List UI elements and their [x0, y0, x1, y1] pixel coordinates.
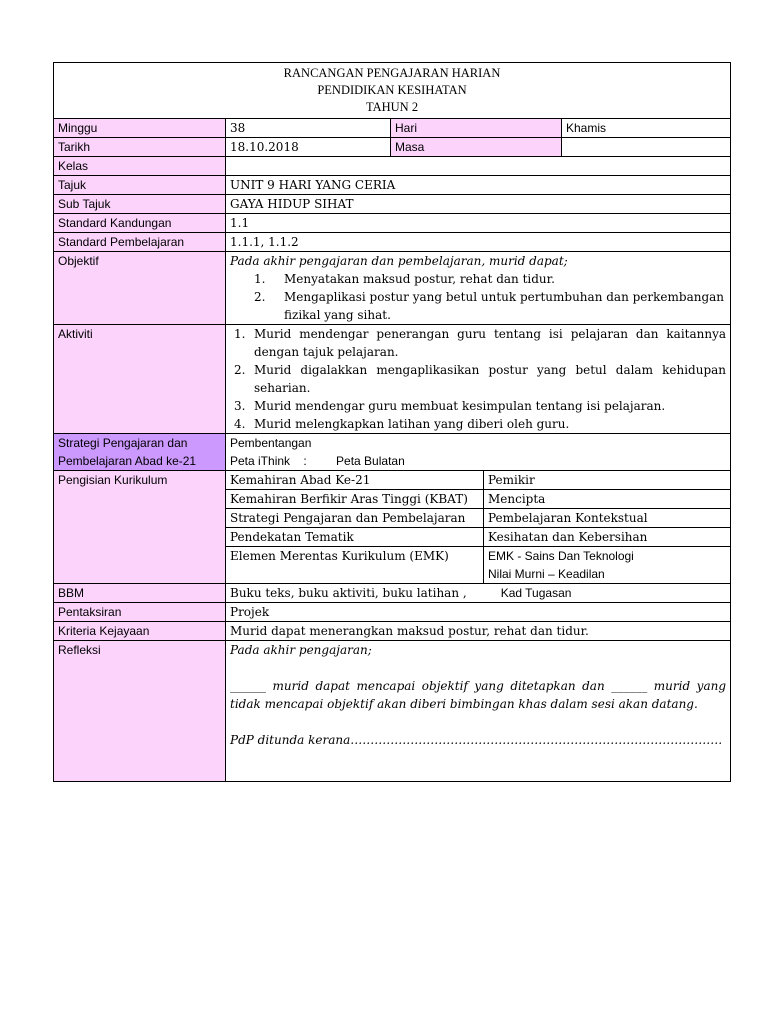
refleksi-line1: Pada akhir pengajaran;	[230, 643, 372, 657]
header-year: TAHUN 2	[365, 100, 419, 114]
pengisian-key: Kemahiran Berfikir Aras Tinggi (KBAT)	[226, 490, 484, 509]
objektif-content	[226, 252, 731, 325]
refleksi-content	[226, 641, 731, 782]
list-item: 3. Murid mendengar guru membuat kesimpulan tentang isi pelajaran.	[234, 399, 666, 413]
lesson-plan-document	[53, 62, 730, 782]
kriteria-value: Murid dapat menerangkan maksud postur, rehat dan tidur.	[226, 622, 731, 641]
bbm-value: Buku teks, buku aktiviti, buku latihan , Kad Tugasan	[226, 584, 731, 603]
masa-label: Masa	[391, 138, 562, 157]
pentaksiran-value: Projek	[226, 603, 731, 622]
minggu-label: Minggu	[54, 119, 226, 138]
hari-value: Khamis	[562, 119, 731, 138]
pengisian-key: Pendekatan Tematik	[226, 528, 484, 547]
pengisian-value: Pemikir	[484, 471, 731, 490]
tajuk-label: Tajuk	[54, 176, 226, 195]
aktiviti-content	[226, 325, 731, 434]
kriteria-label: Kriteria Kejayaan	[54, 622, 226, 641]
standard-pembelajaran-value: 1.1.1, 1.1.2	[226, 233, 731, 252]
tarikh-value: 18.10.2018	[226, 138, 391, 157]
pengisian-key: Strategi Pengajaran dan Pembelajaran	[226, 509, 484, 528]
header-subject: PENDIDIKAN KESIHATAN	[317, 83, 467, 97]
pengisian-key: Kemahiran Abad Ke-21	[226, 471, 484, 490]
emk-value: EMK - Sains Dan Teknologi Nilai Murni – Keadilan	[484, 547, 731, 584]
refleksi-line2: ______ murid dapat mencapai objektif yang ditetapkan dan ______ murid yang tidak mencapai objektif akan diberi bimbingan khas dalam sesi akan datang.	[230, 679, 727, 711]
pengisian-label: Pengisian Kurikulum	[54, 471, 226, 584]
emk-key: Elemen Merentas Kurikulum (EMK)	[226, 547, 484, 584]
sub-tajuk-value: GAYA HIDUP SIHAT	[226, 195, 731, 214]
list-item: 2. Mengaplikasi postur yang betul untuk pertumbuhan dan perkembangan fizikal yang sihat.	[254, 290, 725, 322]
objektif-intro: Pada akhir pengajaran dan pembelajaran, murid dapat;	[230, 254, 568, 268]
aktiviti-list	[230, 325, 726, 433]
lesson-plan-table	[53, 62, 731, 782]
tarikh-label: Tarikh	[54, 138, 226, 157]
refleksi-label: Refleksi	[54, 641, 226, 782]
pengisian-value: Kesihatan dan Kebersihan	[484, 528, 731, 547]
strategi-content	[226, 434, 731, 471]
kelas-value	[226, 157, 731, 176]
standard-kandungan-value: 1.1	[226, 214, 731, 233]
minggu-value: 38	[226, 119, 391, 138]
pengisian-value: Pembelajaran Kontekstual	[484, 509, 731, 528]
aktiviti-label: Aktiviti	[54, 325, 226, 434]
list-item: 1. Menyatakan maksud postur, rehat dan tidur.	[254, 272, 555, 286]
bbm-label: BBM	[54, 584, 226, 603]
document-header	[54, 63, 731, 119]
masa-value	[562, 138, 731, 157]
header-title: RANCANGAN PENGAJARAN HARIAN	[283, 66, 501, 80]
strategi-line1: Pembentangan	[230, 436, 312, 450]
objektif-label: Objektif	[54, 252, 226, 325]
list-item: 1. Murid mendengar penerangan guru tentang isi pelajaran dan kaitannya dengan tajuk pelajaran.	[234, 327, 727, 359]
standard-pembelajaran-label: Standard Pembelajaran	[54, 233, 226, 252]
list-item: 4. Murid melengkapkan latihan yang diberi oleh guru.	[234, 417, 570, 431]
strategi-label: Strategi Pengajaran dan Pembelajaran Abad ke-21	[54, 434, 226, 471]
kelas-label: Kelas	[54, 157, 226, 176]
tajuk-value: UNIT 9 HARI YANG CERIA	[226, 176, 731, 195]
pengisian-value: Mencipta	[484, 490, 731, 509]
strategi-line2: Peta iThink : Peta Bulatan	[230, 454, 405, 468]
objektif-list	[230, 270, 726, 324]
sub-tajuk-label: Sub Tajuk	[54, 195, 226, 214]
standard-kandungan-label: Standard Kandungan	[54, 214, 226, 233]
hari-label: Hari	[391, 119, 562, 138]
pentaksiran-label: Pentaksiran	[54, 603, 226, 622]
refleksi-line3: PdP ditunda kerana…………………………………………………………………………………	[230, 733, 723, 747]
list-item: 2. Murid digalakkan mengaplikasikan postur yang betul dalam kehidupan seharian.	[234, 363, 727, 395]
